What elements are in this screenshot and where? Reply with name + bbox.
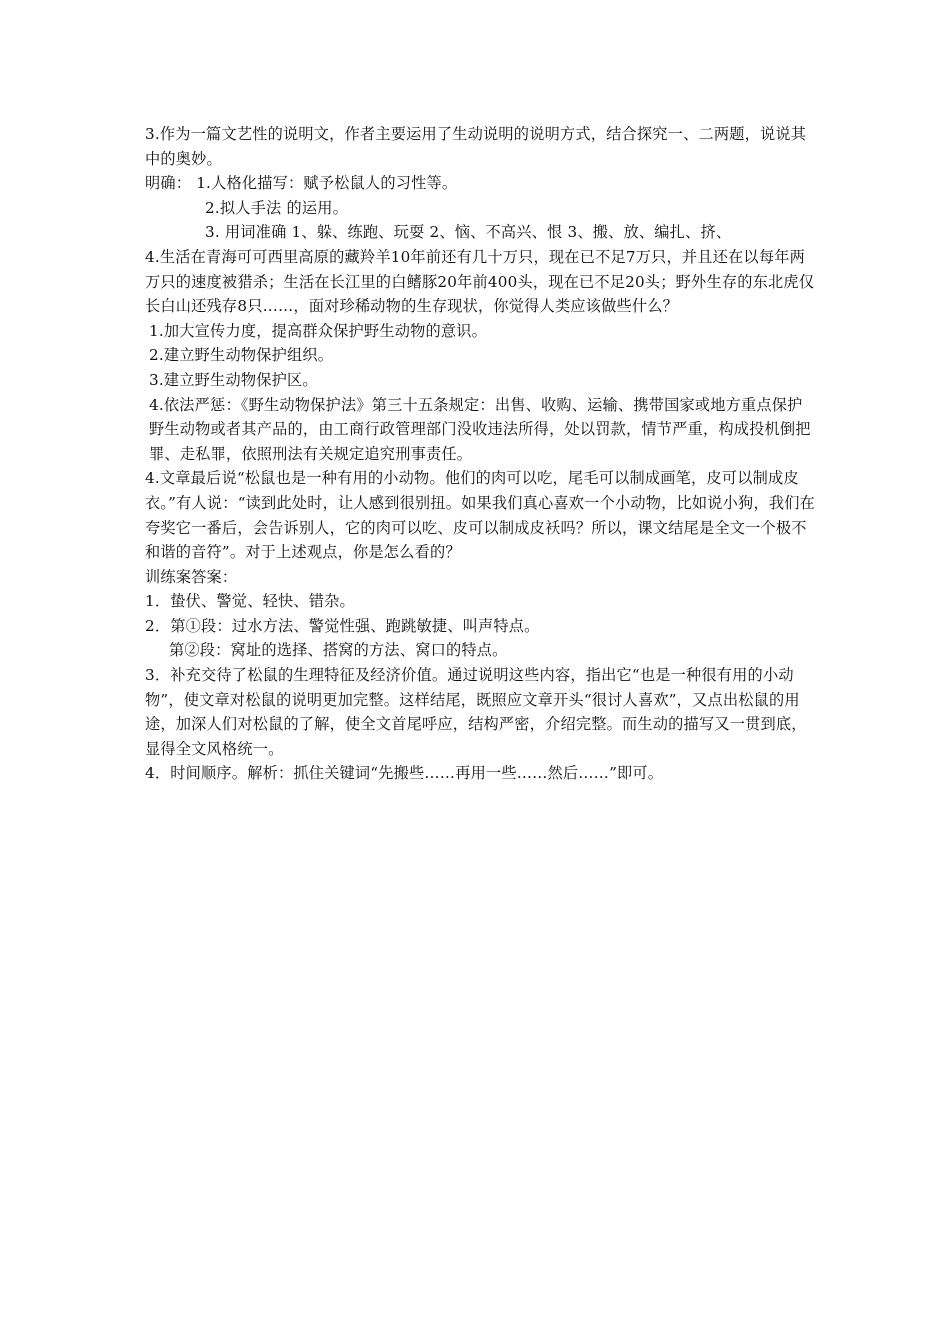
measure-3: 3.建立野生动物保护区。 xyxy=(149,370,318,389)
answer-heading: 明确： 1.人格化描写：赋予松鼠人的习性等。 xyxy=(145,174,458,193)
question-4-ending: 4.文章最后说“松鼠也是一种有用的小动物。他们的肉可以吃，尾毛可以制成画笔，皮可以制成皮衣。”有人说：“读到此处时，让人感到很别扭。如果我们真心喜欢一个小动物，比如说小狗，我们在夸奖它一番后，会告诉别人，它的肉可以吃、皮可以制成皮袄吗？所以，课文结尾是全文一个极不和谐的音符”。对于上述观点，你是怎么看的？ xyxy=(145,469,815,562)
measure-1: 1.加大宣传力度，提高群众保护野生动物的意识。 xyxy=(149,321,488,340)
document-body xyxy=(145,122,815,786)
training-answer-3: 3．补充交待了松鼠的生理特征及经济价值。通过说明这些内容，指出它“也是一种很有用的小动物”，使文章对松鼠的说明更加完整。这样结尾，既照应文章开头“很讨人喜欢”，又点出松鼠的用途，加深人们对松鼠的了解，使全文首尾呼应，结构严密，介绍完整。而生动的描写又一贯到底，显得全文风格统一。 xyxy=(145,666,807,758)
measure-4: 4.依法严惩：《野生动物保护法》第三十五条规定：出售、收购、运输、携带国家或地方重点保护野生动物或者其产品的，由工商行政管理部门没收违法所得，处以罚款，情节严重，构成投机倒把罪、走私罪，依照刑法有关规定追究刑事责任。 xyxy=(149,395,811,463)
question-4-wildlife: 4.生活在青海可可西里高原的藏羚羊10年前还有几十万只，现在已不足7万只，并且还在以每年两万只的速度被猎杀；生活在长江里的白鳍豚20年前400头，现在已不足20头；野外生存的东北虎仅长白山还残存8只……，面对珍稀动物的生存现状，你觉得人类应该做些什么？ xyxy=(145,247,815,316)
training-answers-heading: 训练案答案： xyxy=(145,567,238,586)
answer-point-3: 3. 用词准确 1、躲、练跑、玩耍 2、恼、不高兴、恨 3、搬、放、编扎、挤、 xyxy=(205,223,732,242)
question-3: 3.作为一篇文艺性的说明文，作者主要运用了生动说明的说明方式，结合探究一、二两题，说说其中的奥妙。 xyxy=(145,125,807,168)
training-answer-2-part-2: 第②段：窝址的选择、搭窝的方法、窝口的特点。 xyxy=(169,641,508,660)
training-answer-1: 1．蛰伏、警觉、轻快、错杂。 xyxy=(145,592,355,611)
training-answer-2: 2．第①段：过水方法、警觉性强、跑跳敏捷、叫声特点。 xyxy=(145,616,540,635)
measure-2: 2.建立野生动物保护组织。 xyxy=(149,346,334,365)
training-answer-4: 4．时间顺序。解析：抓住关键词“先搬些……再用一些……然后……”即可。 xyxy=(145,764,664,783)
answer-point-2: 2.拟人手法 的运用。 xyxy=(205,198,349,217)
